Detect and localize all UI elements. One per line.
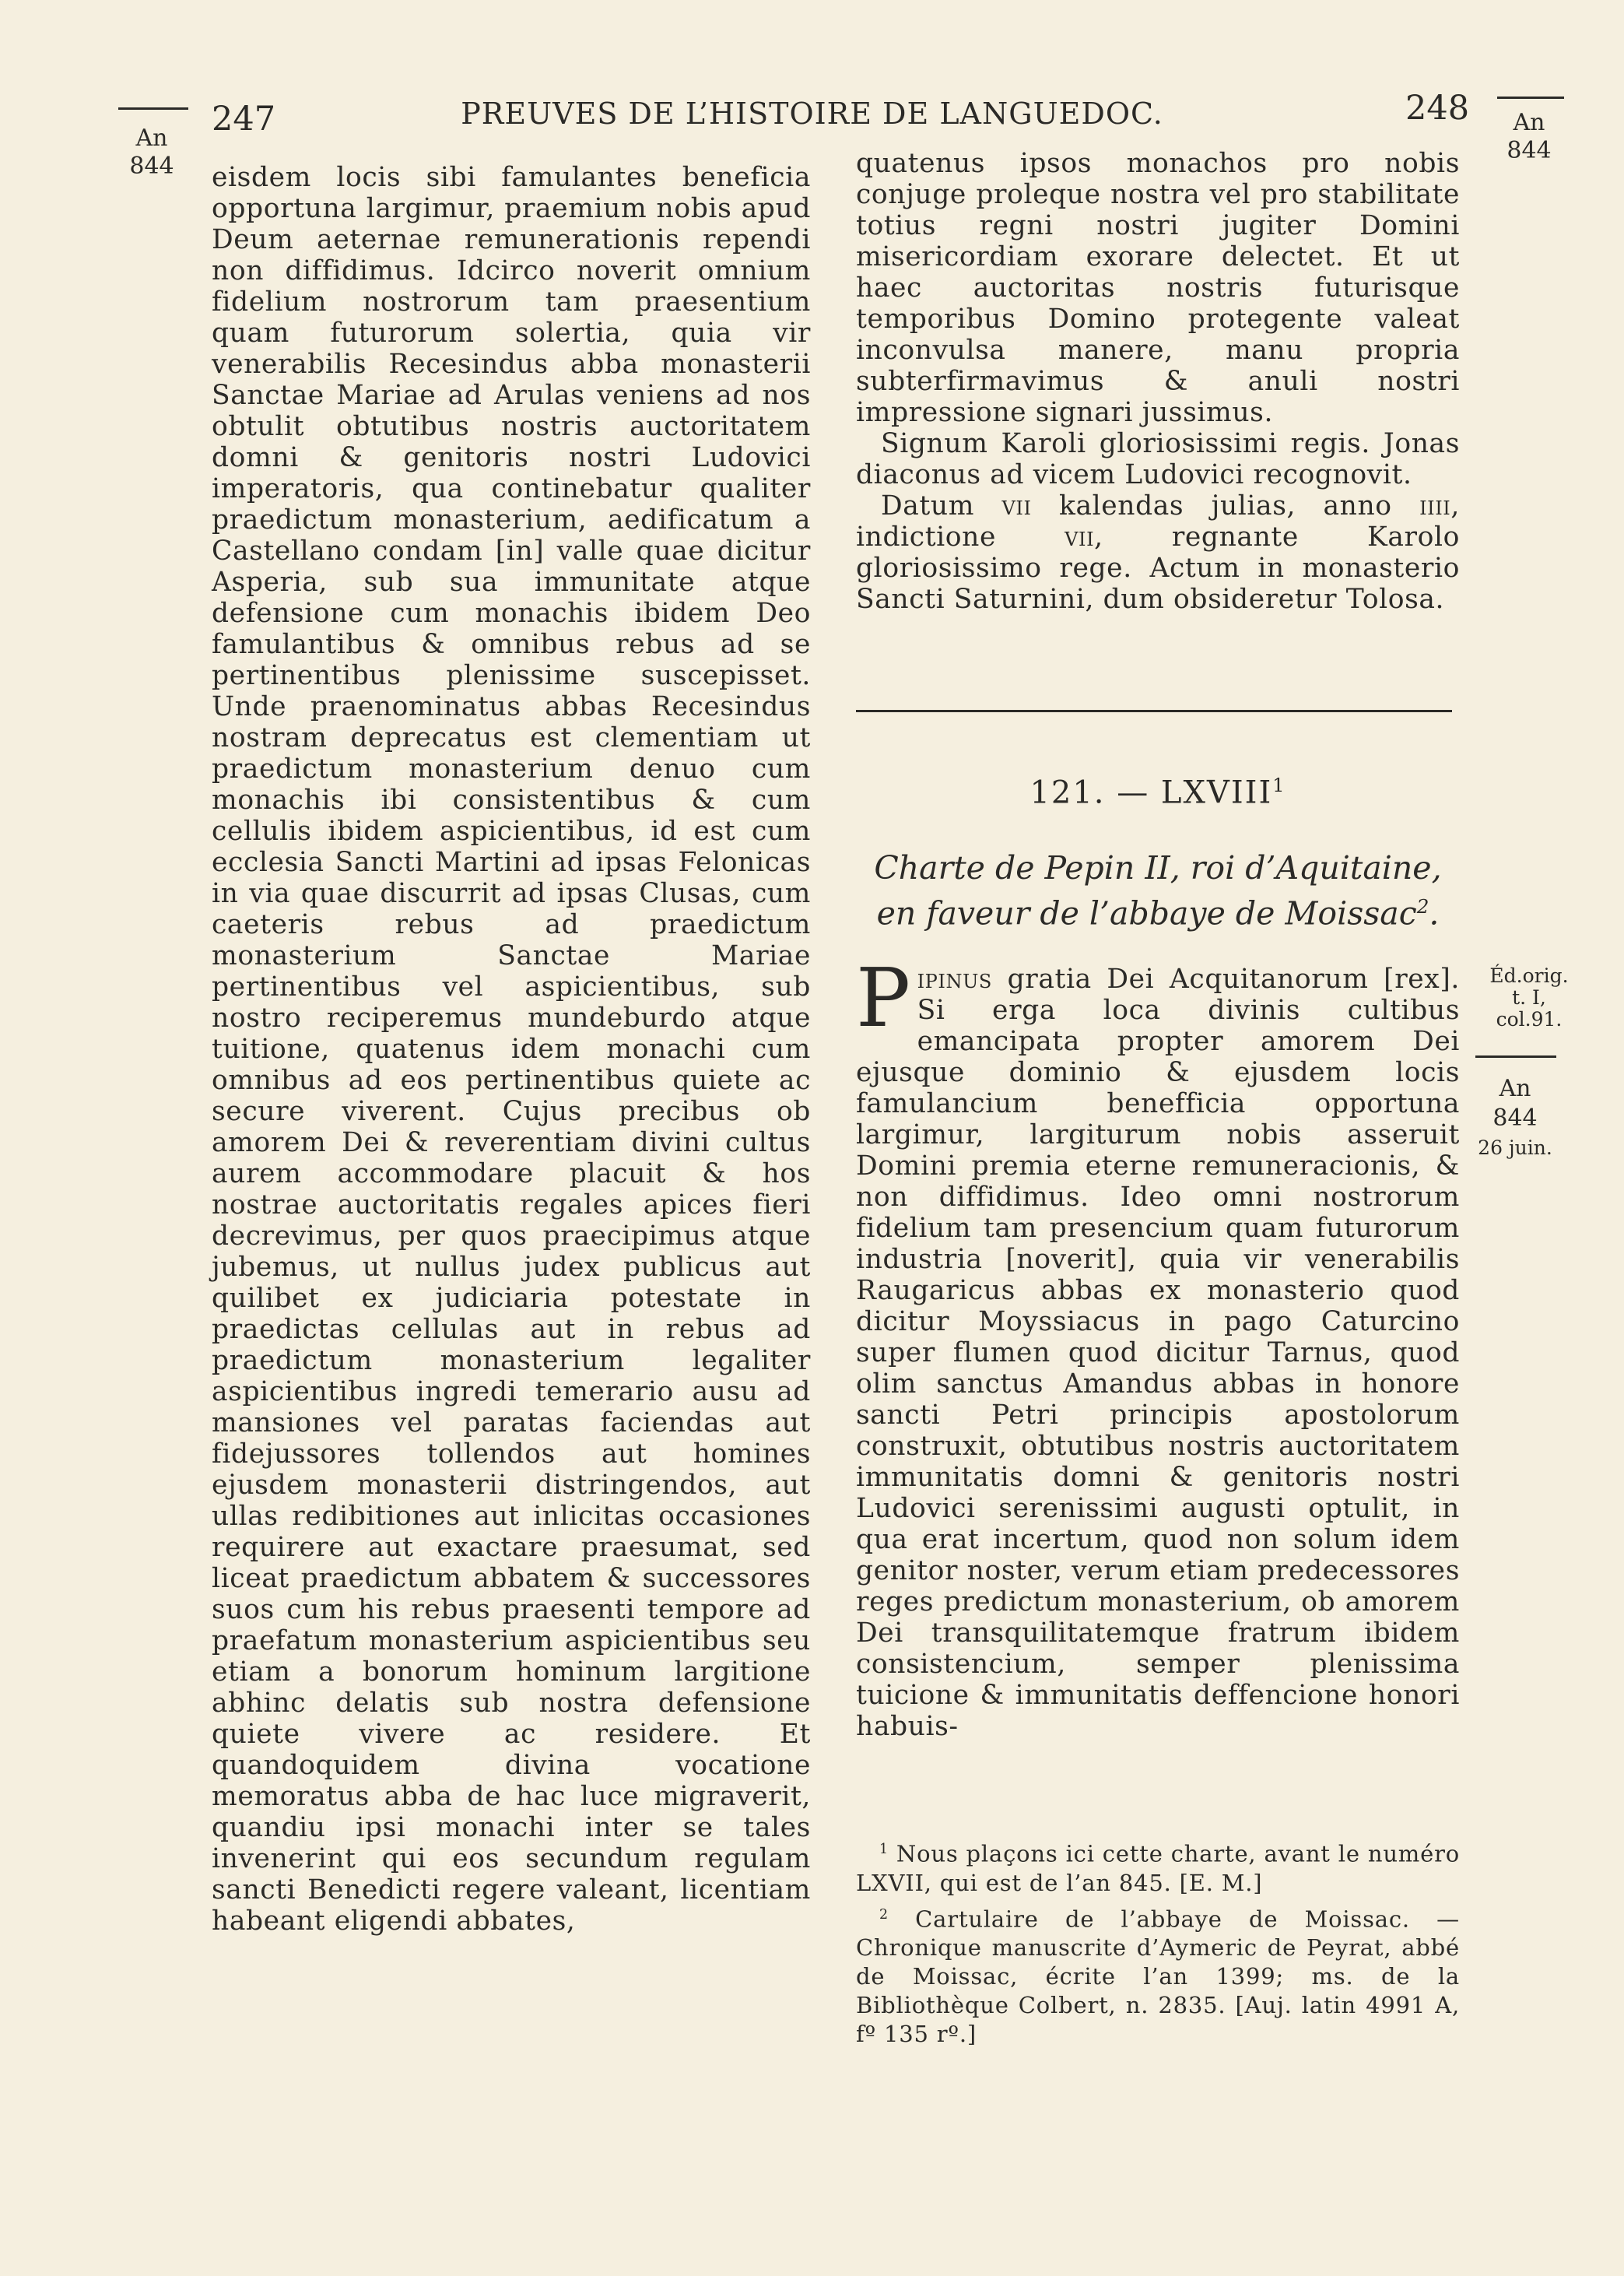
dating-paragraph: Datum vii kalendas julias, anno iiii, indictione vii, regnante Karolo gloriosissimo rege. Actum in monasterio Sancti Saturnini, dum obsideretur Tolosa.	[856, 490, 1460, 615]
section-divider	[856, 710, 1452, 712]
document-number-footnote-mark: 1	[1272, 774, 1286, 796]
right-margin-note-top	[1494, 109, 1564, 165]
charter-body: gratia Dei Acquitanorum [rex]. Si erga loca divinis cultibus emancipata propter amorem Dei ejusque dominio & ejusdem locis famulancium benefficia opportuna largimur, largiturum nobis asseruit Domini premia eterne remuneracionis, & non diffidimus. Ideo omni nostrorum fidelium tam presencium quam futurorum industria [noverit], quia vir venerabilis Raugaricus abbas ex monasterio quod dicitur Moyssiacus in pago Caturcino super flumen quod dicitur Tarnus, quod olim sanctus Amandus abbas in honore sancti Petri principis apostolorum construxit, obtutibus nostris auctoritatem immunitatis domni & genitoris nostri Ludovici serenissimi augusti optulit, in qua erat incertum, quod non solum idem genitor noster, verum etiam predecessores reges predictum monasterium, ob amorem Dei transquilitatemque fratrum ibidem consistencium, semper plenissima tuicione & immunitatis deffencione honori habuis-	[856, 964, 1460, 1742]
left-margin-rule	[118, 107, 188, 110]
left-margin-year: 844	[129, 153, 174, 180]
signature-paragraph: Signum Karoli gloriosissimi regis. Jonas diaconus ad vicem Ludovici recognovit.	[856, 428, 1460, 490]
edition-column: col.91.	[1496, 1008, 1563, 1031]
page-number-left: 247	[212, 100, 276, 139]
right-margin-note-lower	[1472, 1074, 1558, 1163]
footnote-1: $^1$ Nous plaçons ici cette charte, avant le numéro LXVII, qui est de l’an 845. [E. M.]	[856, 1840, 1460, 1896]
charter-paragraph	[856, 950, 1460, 1742]
charter-end-paragraph: quatenus ipsos monachos pro nobis conjuge proleque nostra vel pro stabilitate totius regni nostri jugiter Domini misericordiam exorare delectet. Et ut haec auctoritas nostris futurisque temporibus Domino protegente valeat inconvulsa manere, manu propria subterfirmavimus & anuli nostri impressione signari jussimus.	[856, 148, 1460, 428]
left-text-column	[212, 162, 811, 1937]
document-title-footnote-mark: 2	[1416, 895, 1429, 918]
document-title-line1: Charte de Pepin II, roi d’Aquitaine,	[874, 849, 1442, 887]
document-title-line2: en faveur de l’abbaye de Moissac$^2$.	[876, 894, 1440, 933]
running-title: PREUVES DE L’HISTOIRE DE LANGUEDOC.	[461, 97, 1163, 131]
edition-original: Éd.orig.	[1489, 964, 1569, 987]
right-margin-rule-top	[1497, 97, 1564, 99]
right-margin-date: 26 juin.	[1478, 1136, 1552, 1159]
left-margin-an: An	[135, 125, 168, 152]
footnote-2: $^2$ Cartulaire de l’abbaye de Moissac. — Chronique manuscrite d’Aymeric de Peyrat, abbé de Moissac, écrite l’an 1399; ms. de la Bibliothèque Colbert, n. 2835. [Auj. latin 4991 A, fº 135 rº.]	[856, 1905, 1460, 2048]
right-margin-year: 844	[1506, 137, 1552, 164]
page-number-right: 248	[1405, 89, 1470, 128]
right-margin-year-2: 844	[1492, 1105, 1538, 1132]
left-margin-note	[117, 125, 187, 181]
charter-opening-word: ipinus	[917, 964, 992, 995]
footnotes	[856, 1835, 1460, 2052]
right-margin-an-2: An	[1499, 1075, 1531, 1102]
right-margin-rule-lower	[1475, 1055, 1556, 1058]
document-title	[856, 848, 1460, 933]
edition-tome: t. I,	[1512, 986, 1546, 1009]
page-header	[0, 84, 1624, 139]
right-text-column	[856, 148, 1460, 615]
edition-reference	[1471, 965, 1587, 1031]
charter-text	[856, 950, 1460, 1742]
left-column-paragraph: eisdem locis sibi famulantes beneficia opportuna largimur, praemium nobis apud Deum aeternae remunerationis rependi non diffidimus. Idcirco noverit omnium fidelium nostrorum tam praesentium quam futurorum solertia, quia vir venerabilis Recesindus abba monasterii Sanctae Mariae ad Arulas veniens ad nos obtulit obtutibus nostris auctoritatem domni & genitoris nostri Ludovici imperatoris, qua continebatur qualiter praedictum monasterium, aedificatum a Castellano condam [in] valle quae dicitur Asperia, sub sua immunitate atque defensione cum monachis ibidem Deo famulantibus & omnibus rebus ad se pertinentibus plenissime suscepisset. Unde praenominatus abbas Recesindus nostram deprecatus est clementiam ut praedictum monasterium denuo cum monachis ibi consistentibus & cum cellulis ibidem aspicientibus, id est cum ecclesia Sancti Martini ad ipsas Felonicas in via quae discurrit ad ipsas Clusas, cum caeteris rebus ad praedictum monasterium Sanctae Mariae pertinentibus vel aspicientibus, sub nostro reciperemus mundeburdo atque tuitione, quatenus idem monachi cum omnibus ad eos pertinentibus quiete ac secure viverent. Cujus precibus ob amorem Dei & reverentiam divini cultus aurem accommodare placuit & hos nostrae auctoritatis regales apices fieri decrevimus, per quos praecipimus atque jubemus, ut nullus judex publicus aut quilibet ex judiciaria potestate in praedictas cellulas aut in rebus ad praedictum monasterium legaliter aspicientibus ingredi temerario ausu ad mansiones vel paratas faciendas aut fidejussores tollendos aut homines ejusdem monasterii distringendos, aut ullas redibitiones aut inlicitas occasiones requirere aut exactare praesumat, sed liceat praedictum abbatem & successores suos cum his rebus praesenti tempore ad praefatum monasterium aspicientibus seu etiam a bonorum hominum largitione abhinc delatis sub nostra defensione quiete vivere ac residere. Et quandoquidem divina vocatione memoratus abba de hac luce migraverit, quandiu ipsi monachi inter se tales invenerint qui eos secundum regulam sancti Benedicti regere valeant, licentiam habeant eligendi abbates,	[212, 162, 811, 1937]
right-margin-an: An	[1513, 109, 1545, 136]
drop-capital: P	[856, 950, 911, 1045]
document-number: 121. — LXVIII$^1$	[1029, 774, 1286, 811]
